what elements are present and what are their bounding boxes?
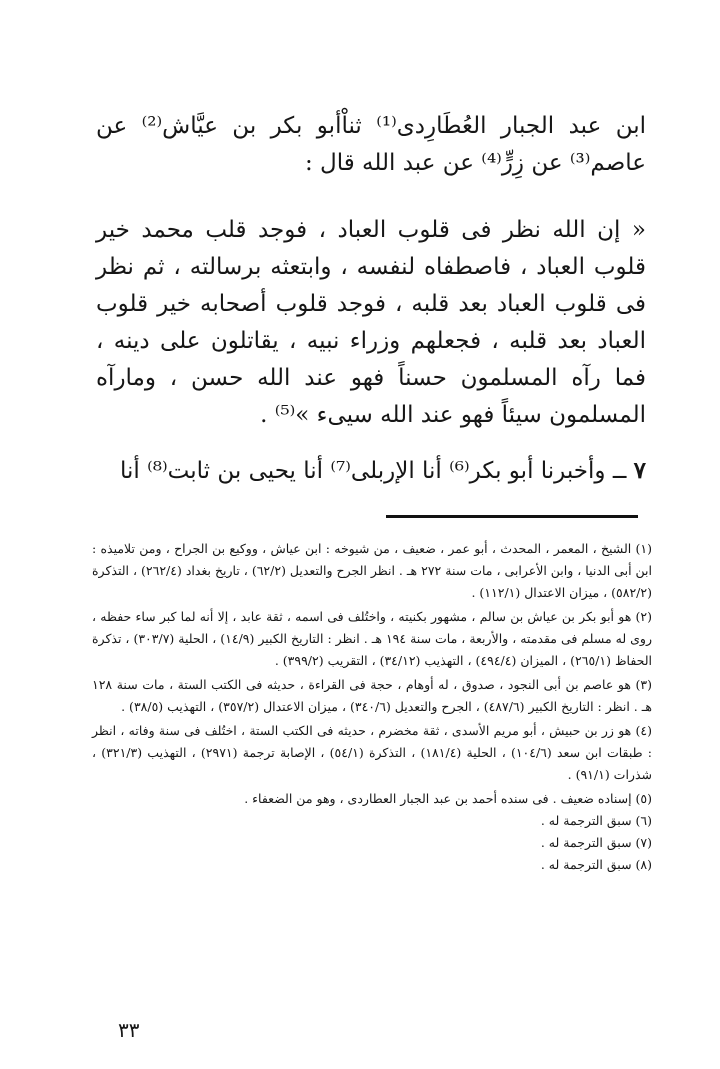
main-text	[96, 108, 646, 490]
footnote-5: (٥) إسناده ضعيف . فى سنده أحمد بن عبد الجبار العطاردى ، وهو من الضعفاء .	[244, 791, 652, 806]
footnote-3: (٣) هو عاصم بن أبى النجود ، صدوق ، له أوهام ، حجة فى القراءة ، حديثه فى الكتب الستة ، مات سنة ١٢٨ هـ . انظر : التاريخ الكبير (٤٨٧/٦) ، الجرح والتعديل (٣٤٠/٦) ، ميزان الاعتدال (٣٥٧/٢) ، التهذيب (٣٨/٥) .	[92, 677, 652, 714]
entry-number: ٧	[633, 457, 646, 484]
footnote-6: (٦) سبق الترجمة له .	[540, 813, 652, 828]
footnote-7: (٧) سبق الترجمة له .	[540, 835, 652, 850]
footnote-1: (١) الشيخ ، المعمر ، المحدث ، أبو عمر ، ضعيف ، من شيوخه : ابن عياش ، ووكيع بن الجراح ، ومن تلاميذه : ابن أبى الدنيا ، وابن الأعرابى ، مات سنة ٢٧٢ هـ . انظر الجرح والتعديل (٦٢/٢) ، تاريخ بغداد (٢٦٢/٤) ، التذكرة (٥٨٢/٢) ، ميزان الاعتدال (١١٢/١) .	[92, 541, 653, 600]
entry-dash: ــ	[612, 458, 627, 484]
footnote-4: (٤) هو زر بن حبيش ، أبو مريم الأسدى ، ثقة مخضرم ، حديثه فى الكتب الستة ، اختُلف فى سنة وفاته ، انظر : طبقات ابن سعد (١٠٤/٦) ، الحلية (١٨١/٤) ، التذكرة (٥٤/١) ، الإصابة ترجمة (٢٩٧١) ، التهذيب (٣٢١/٣) ، شذرات (٩١/١) .	[92, 723, 653, 782]
page-number: ٣٣	[118, 1018, 140, 1042]
entry-7	[96, 452, 646, 490]
footnote-2: (٢) هو أبو بكر بن عياش بن سالم ، مشهور بكنيته ، واختُلف فى اسمه ، ثقة عابد ، إلا أنه لما كبر ساء حفظه ، روى له مسلم فى مقدمته ، والأربعة ، مات سنة ١٩٤ هـ . انظر : التاريخ الكبير (١٤/٩) ، الحلية (٣٠٣/٧) ، تذكرة الحفاظ (٢٦٥/١) ، الميزان (٤٩٤/٤) ، التهذيب (٣٤/١٢) ، التقريب (٣٩٩/٢) .	[92, 609, 653, 668]
isnad-intro: ابن عبد الجبار العُطَارِدى⁽¹⁾ ثناْأبو بكر بن عيَّاش⁽²⁾ عن عاصم⁽³⁾ عن زِرٍّ⁽⁴⁾ عن عبد الله قال :	[96, 113, 646, 176]
hadith-text: « إن الله نظر فى قلوب العباد ، فوجد قلب محمد خير قلوب العباد ، فاصطفاه لنفسه ، وابتعثه برسالته ، ثم نظر فى قلوب العباد بعد قلبه ، فوجد قلوب أصحابه خير قلوب العباد بعد قلبه ، فجعلهم وزراء نبيه ، يقاتلون على دينه ، فما رآه المسلمون حسناً فهو عند الله حسن ، ومارآه المسلمون سيئاً فهو عند الله سيىء »⁽⁵⁾ .	[96, 217, 646, 428]
footnote-8: (٨) سبق الترجمة له .	[540, 857, 652, 872]
footnotes	[92, 538, 652, 876]
entry-text: وأخبرنا أبو بكر⁽⁶⁾ أنا الإربلى⁽⁷⁾ أنا يحيى بن ثابت⁽⁸⁾ أنا	[120, 458, 606, 484]
footnote-divider	[386, 515, 638, 518]
